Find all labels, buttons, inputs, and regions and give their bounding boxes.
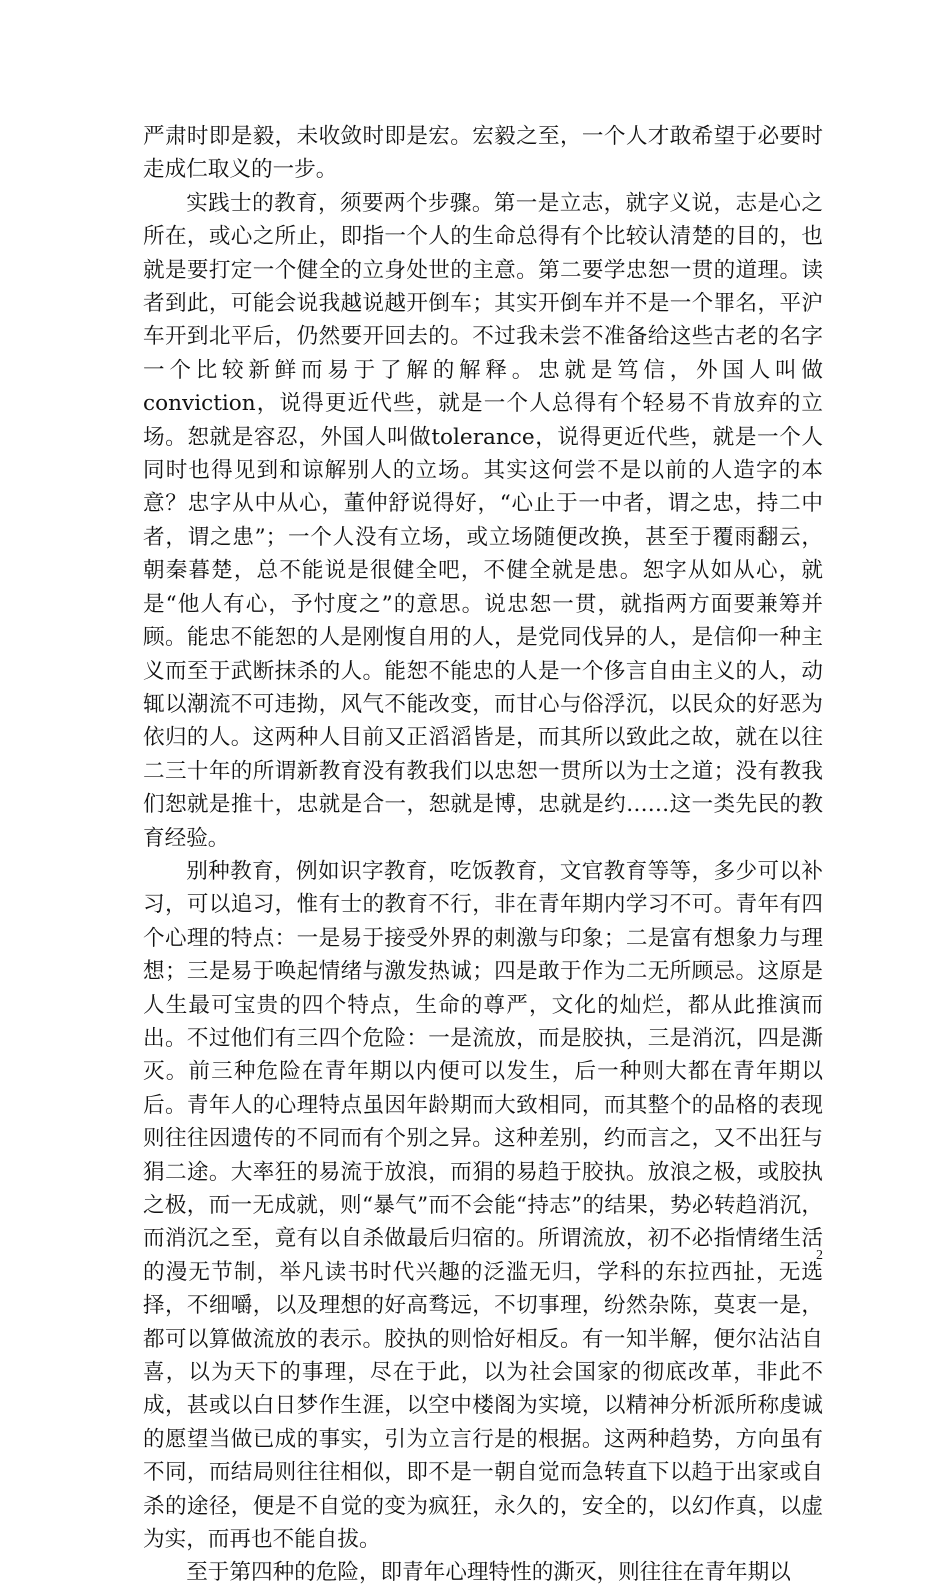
page-body: [143, 120, 823, 1590]
page-number: 2: [816, 1248, 823, 1263]
paragraph-shi-education-steps: 实践士的教育，须要两个步骤。第一是立志，就字义说，志是心之所在，或心之所止，即指一个人的生命总得有个比较认清楚的目的，也就是要打定一个健全的立身处世的主意。第二要学忠恕一贯的道理。读者到此，可能会说我越说越开倒车；其实开倒车并不是一个罪名，平沪车开到北平后，仍然要开回去的。不过我未尝不准备给这些古老的名字一个比较新鲜而易于了解的解释。忠就是笃信，外国人叫做conviction，说得更近代些，就是一个人总得有个轻易不肯放弃的立场。恕就是容忍，外国人叫做tolerance，说得更近代些，就是一个人同时也得见到和谅解别人的立场。其实这何尝不是以前的人造字的本意？忠字从中从心，董仲舒说得好，“心止于一中者，谓之忠，持二中者，谓之患”；一个人没有立场，或立场随便改换，甚至于覆雨翻云，朝秦暮楚，总不能说是很健全吧，不健全就是患。恕字从如从心，就是“他人有心，予忖度之”的意思。说忠恕一贯，就指两方面要兼筹并顾。能忠不能恕的人是刚愎自用的人，是党同伐异的人，是信仰一种主义而至于武断抹杀的人。能恕不能忠的人是一个侈言自由主义的人，动辄以潮流不可违拗，风气不能改变，而甘心与俗浮沉，以民众的好恶为依归的人。这两种人目前又正滔滔皆是，而其所以致此之故，就在以往二三十年的所谓新教育没有教我们以忠恕一贯所以为士之道；没有教我们恕就是推十，忠就是合一，恕就是博，忠就是约……这一类先民的教育经验。: [143, 190, 823, 851]
paragraph-continued: 严肃时即是毅，未收敛时即是宏。宏毅之至，一个人才敢希望于必要时走成仁取义的一步。: [143, 124, 823, 183]
paragraph-youth-psychology: 别种教育，例如识字教育，吃饭教育，文官教育等等，多少可以补习，可以追习，惟有士的教育不行，非在青年期内学习不可。青年有四个心理的特点：一是易于接受外界的刺激与印象；二是富有想象力与理想；三是易于唤起情绪与激发热诚；四是敢于作为二无所顾忌。这原是人生最可宝贵的四个特点，生命的尊严，文化的灿烂，都从此推演而出。不过他们有三四个危险：一是流放，而是胶执，三是消沉，四是澌灭。前三种危险在青年期以内便可以发生，后一种则大都在青年期以后。青年人的心理特点虽因年龄期而大致相同，而其整个的品格的表现则往往因遗传的不同而有个别之异。这种差别，约而言之，又不出狂与狷二途。大率狂的易流于放浪，而狷的易趋于胶执。放浪之极，或胶执之极，而一无成就，则“暴气”而不会能“持志”的结果，势必转趋消沉，而消沉之至，竟有以自杀做最后归宿的。所谓流放，初不必指情绪生活的漫无节制，举凡读书时代兴趣的泛滥无归，学科的东拉西扯，无选择，不细嚼，以及理想的好高骛远，不切事理，纷然杂陈，莫衷一是，都可以算做流放的表示。胶执的则恰好相反。有一知半解，便尔沾沾自喜，以为天下的事理，尽在于此，以为社会国家的彻底改革，非此不成，甚或以白日梦作生涯，以空中楼阁为实境，以精神分析派所称虔诚的愿望当做已成的事实，引为立言行是的根据。这两种趋势，方向虽有不同，而结局则往往相似，即不是一朝自觉而急转直下以趋于出家或自杀的途径，便是不自觉的变为疯狂，永久的，安全的，以幻作真，以虚为实，而再也不能自拔。: [143, 858, 823, 1553]
paragraph-fourth-danger: 至于第四种的危险，即青年心理特性的澌灭，则往往在青年期以: [186, 1560, 791, 1586]
